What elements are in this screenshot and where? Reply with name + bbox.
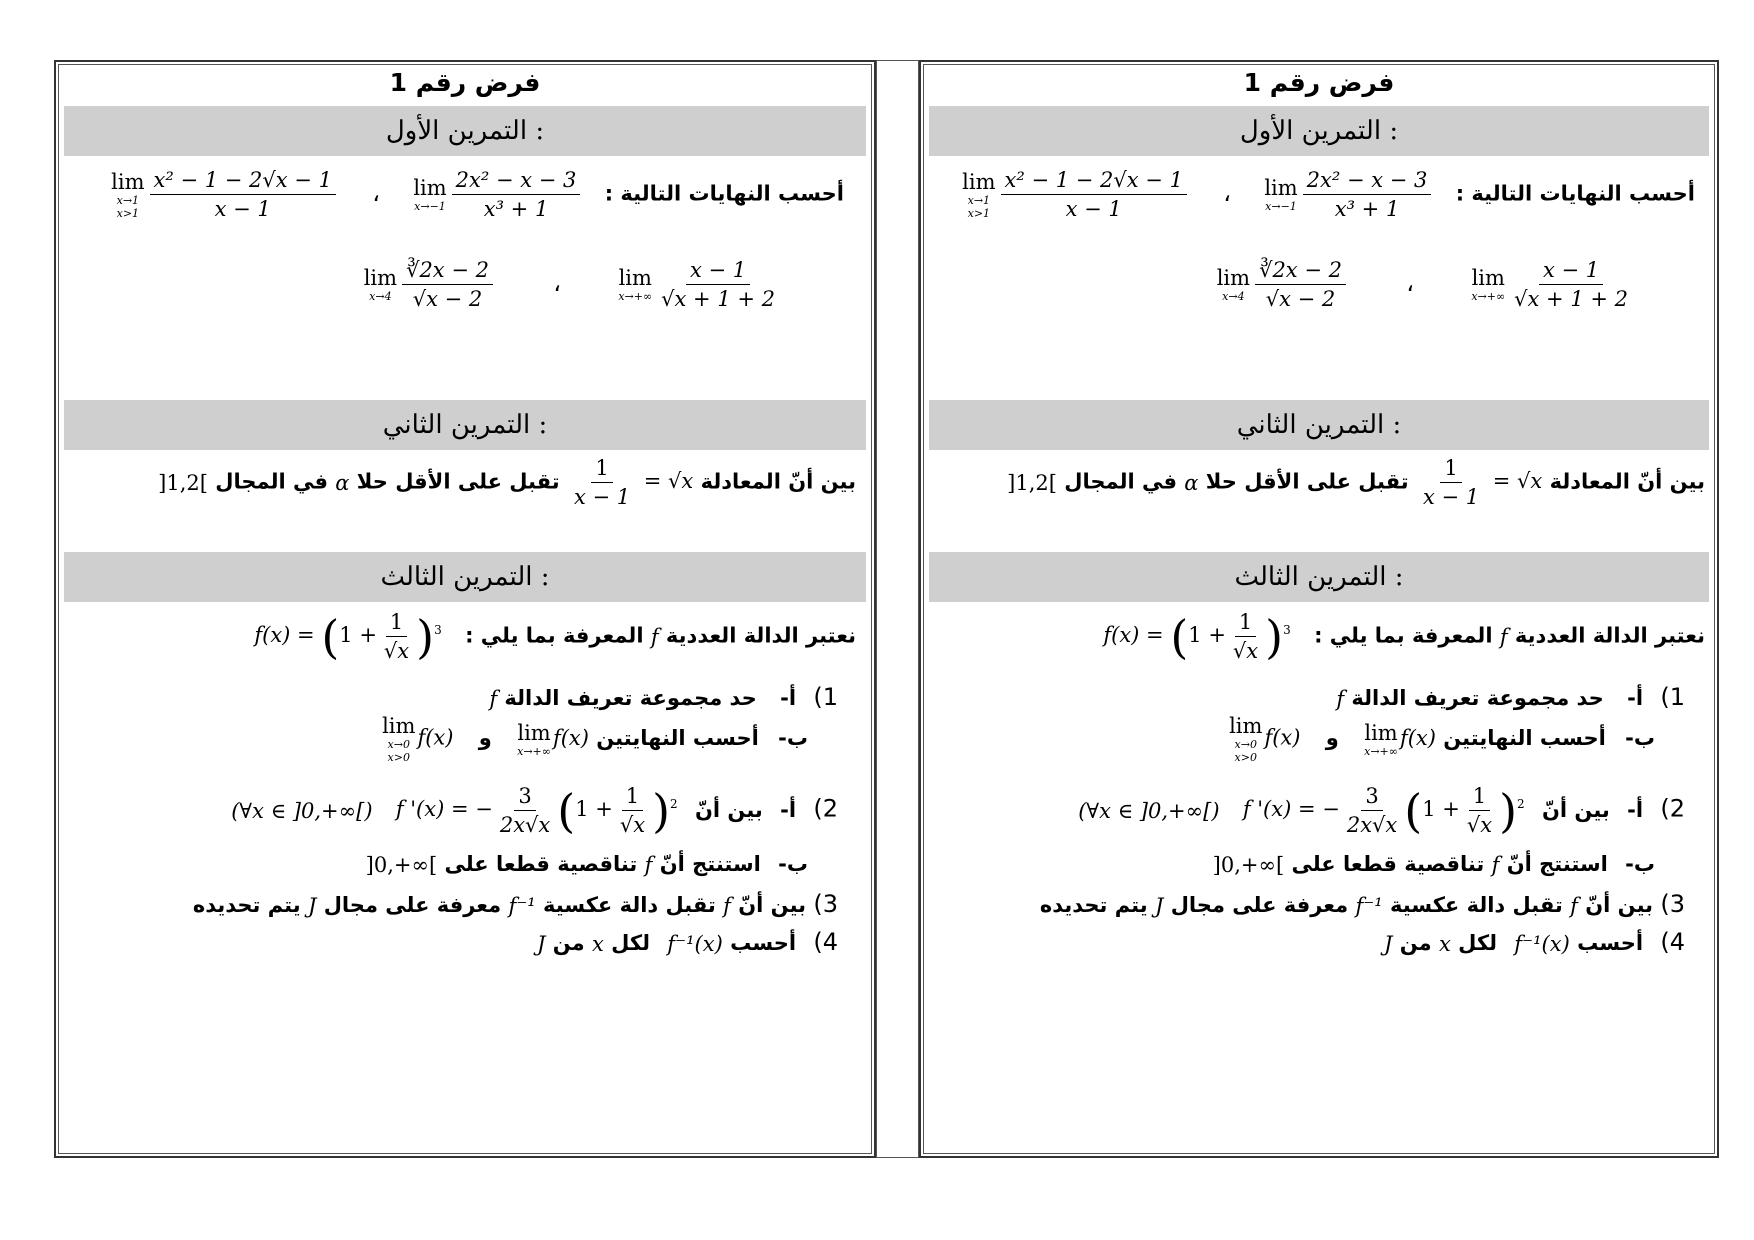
ex2-statement: بين أنّ المعادلة $\frac{1}{x - 1}$ = √x تقبل على الأقل حلا α في المجال ]1,2[ xyxy=(1007,456,1705,509)
ex1-limits-row2: lim x→+∞ $\frac{x - 1}{√x + 1 + 2}$ ، lim x→4 $\frac{∛2x - 2}{√x - 2}$ xyxy=(1217,258,1635,311)
limit-1: lim x→−1 $\frac{\text{2x² − x − 3}}{\text{x³ + 1}}$ xyxy=(1264,168,1434,221)
exercise-2-heading: التمرين الثاني : xyxy=(929,400,1709,450)
ex1-limits-row1: أحسب النهايات التالية : lim x→−1 $\frac{\text{2x² − x − 3}}{\text{x³ + 1}}$ ، lim x→1 x>1 $\frac{\text{x² − 1 − 2√x − 1}}{x - 1}$ xyxy=(962,168,1695,221)
q1b: ب- أحسب النهايتين lim x→+∞ f(x) و lim x→0 x>0 f(x) xyxy=(382,714,808,764)
q3: 3) بين أنّ f تقبل دالة عكسية f⁻¹ معرفة على مجال J يتم تحديده xyxy=(192,890,838,918)
function-definition: f(x) = (1 + $\frac{1}{√x}$ )$^3$ xyxy=(254,609,442,664)
q2b: ب- استنتج أنّ f تناقصية قطعا على ]0,+∞[ xyxy=(365,852,808,877)
q1a: 1) أ- حد مجموعة تعريف الدالة f xyxy=(1336,683,1685,711)
exercise-2-heading: التمرين الثاني : xyxy=(64,400,866,450)
limit-3: lim x→+∞ $\frac{x - 1}{√x + 1 + 2}$ xyxy=(1471,258,1628,311)
ex3-intro: نعتبر الدالة العددية f المعرفة بما يلي : f(x) = (1 + $\frac{1}{√x}$ )$^3$ xyxy=(1103,609,1705,664)
exam-sheet-right xyxy=(919,60,1719,1158)
limit-2: lim x→1 x>1 $\frac{\text{x² − 1 − 2√x − 1}}{x - 1}$ xyxy=(111,168,339,221)
exam-sheet-left xyxy=(54,60,876,1158)
limit-4: lim x→4 $\frac{∛2x - 2}{√x - 2}$ xyxy=(1217,258,1349,311)
limit-2: lim x→1 x>1 $\frac{\text{x² − 1 − 2√x − 1}}{x - 1}$ xyxy=(962,168,1190,221)
ex2-statement: بين أنّ المعادلة $\frac{1}{x - 1}$ = √x تقبل على الأقل حلا α في المجال ]1,2[ xyxy=(158,456,856,509)
q2a: 2) أ- بين أنّ f '(x) = − $\frac{3}{2x√x}$ (1 + $\frac{1}{√x}$ )$^2$ (∀x ∈ ]0,+∞[) xyxy=(231,783,838,838)
exam-title: فرض رقم 1 xyxy=(1243,68,1395,97)
limit-4: lim x→4 $\frac{∛2x - 2}{√x - 2}$ xyxy=(364,258,496,311)
exercise-1-heading: التمرين الأول : xyxy=(64,106,866,156)
exercise-3-heading: التمرين الثالث : xyxy=(929,552,1709,602)
ex1-limits-row1: أحسب النهايات التالية : lim x→−1 $\frac{\text{2x² − x − 3}}{\text{x³ + 1}}$ ، lim x→1 x>1 $\frac{\text{x² − 1 − 2√x − 1}}{x - 1}$ xyxy=(111,168,844,221)
derivative-formula: f '(x) = − $\frac{3}{2x√x}$ (1 + $\frac{1}{√x}$ )$^2$ xyxy=(1242,783,1525,838)
q1b: ب- أحسب النهايتين lim x→+∞ f(x) و lim x→0 x>0 f(x) xyxy=(1229,714,1655,764)
q4: 4) أحسب f⁻¹(x) لكل x من J xyxy=(1384,928,1685,956)
exercise-1-heading: التمرين الأول : xyxy=(929,106,1709,156)
limit-3: lim x→+∞ $\frac{x - 1}{√x + 1 + 2}$ xyxy=(618,258,775,311)
ex1-limits-row2: lim x→+∞ $\frac{x - 1}{√x + 1 + 2}$ ، lim x→4 $\frac{∛2x - 2}{√x - 2}$ xyxy=(364,258,782,311)
q3: 3) بين أنّ f تقبل دالة عكسية f⁻¹ معرفة على مجال J يتم تحديده xyxy=(1039,890,1685,918)
center-gutter xyxy=(876,60,919,1158)
exam-title: فرض رقم 1 xyxy=(389,68,541,97)
limit-1: lim x→−1 $\frac{\text{2x² − x − 3}}{\text{x³ + 1}}$ xyxy=(413,168,583,221)
ex3-intro: نعتبر الدالة العددية f المعرفة بما يلي : f(x) = (1 + $\frac{1}{√x}$ )$^3$ xyxy=(254,609,856,664)
q2a: 2) أ- بين أنّ f '(x) = − $\frac{3}{2x√x}$ (1 + $\frac{1}{√x}$ )$^2$ (∀x ∈ ]0,+∞[) xyxy=(1078,783,1685,838)
q2b: ب- استنتج أنّ f تناقصية قطعا على ]0,+∞[ xyxy=(1212,852,1655,877)
q1a: 1) أ- حد مجموعة تعريف الدالة f xyxy=(489,683,838,711)
function-definition: f(x) = (1 + $\frac{1}{√x}$ )$^3$ xyxy=(1103,609,1291,664)
exercise-3-heading: التمرين الثالث : xyxy=(64,552,866,602)
derivative-formula: f '(x) = − $\frac{3}{2x√x}$ (1 + $\frac{1}{√x}$ )$^2$ xyxy=(395,783,678,838)
q4: 4) أحسب f⁻¹(x) لكل x من J xyxy=(537,928,838,956)
